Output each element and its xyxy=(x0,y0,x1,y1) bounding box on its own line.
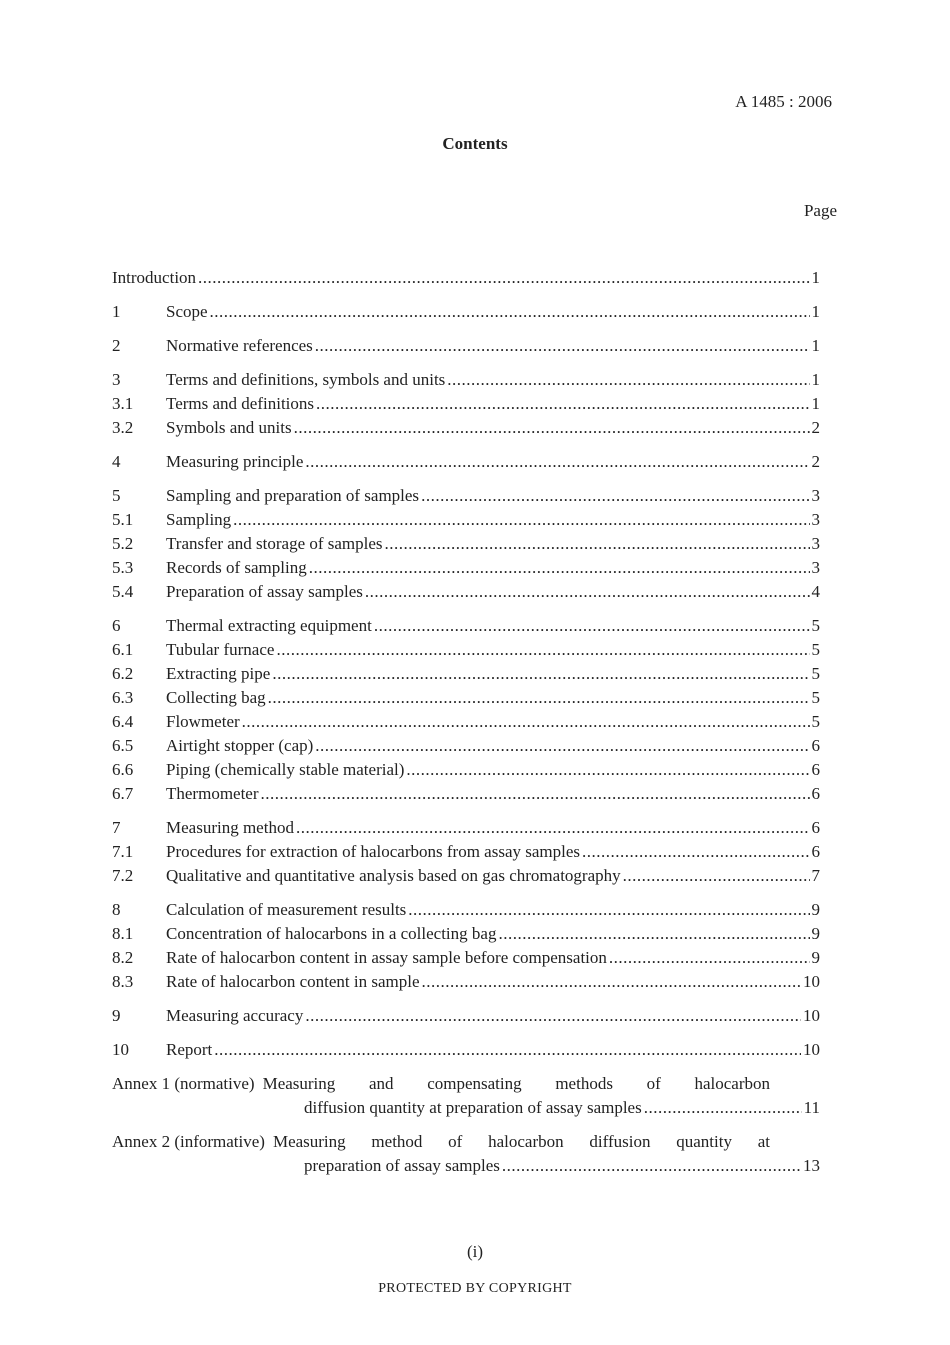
toc-entry-title: Qualitative and quantitative analysis based on gas chromatography xyxy=(166,866,621,885)
toc-entry-number: 6.5 xyxy=(112,736,134,755)
toc-entry-page: 5 xyxy=(811,616,820,635)
toc-entry[interactable] xyxy=(112,392,820,416)
annex-label: Annex 1 (normative) xyxy=(112,1074,255,1093)
toc-entry-page: 4 xyxy=(811,582,820,601)
toc-entry-page: 6 xyxy=(811,760,820,779)
toc-entry[interactable] xyxy=(112,334,820,358)
toc-entry-title: Measuring principle xyxy=(166,452,304,471)
dot-leader xyxy=(198,266,809,290)
toc-entry[interactable] xyxy=(112,840,820,864)
dot-leader xyxy=(242,710,810,734)
toc-entry-number: 5.4 xyxy=(112,582,134,601)
annex-entry[interactable] xyxy=(112,1072,820,1120)
dot-leader xyxy=(502,1154,801,1178)
footer-page-number: (i) xyxy=(466,1242,484,1261)
toc-entry-page: 5 xyxy=(811,688,820,707)
toc-entry-number: 8.2 xyxy=(112,948,134,967)
dot-leader xyxy=(276,638,809,662)
toc-entry-number: 10 xyxy=(112,1040,129,1059)
toc-entry-title: Symbols and units xyxy=(166,418,292,437)
annex-page: 13 xyxy=(803,1156,820,1175)
toc-entry-number: 3 xyxy=(112,370,121,389)
dot-leader xyxy=(422,970,802,994)
toc-entry[interactable] xyxy=(112,1004,820,1028)
toc-entry-title: Procedures for extraction of halocarbons from assay samples xyxy=(166,842,581,861)
toc-entry-title: Report xyxy=(166,1040,213,1059)
toc-entry-title: Rate of halocarbon content in sample xyxy=(166,972,420,991)
toc-entry-page: 3 xyxy=(811,558,820,577)
toc-entry-title: Collecting bag xyxy=(166,688,266,707)
toc-entry-number: 7.1 xyxy=(112,842,134,861)
toc-entry-title: Thermal extracting equipment xyxy=(166,616,372,635)
dot-leader xyxy=(261,782,810,806)
toc-entry-page: 3 xyxy=(811,510,820,529)
toc-entry-page: 9 xyxy=(811,900,820,919)
dot-leader xyxy=(294,416,810,440)
toc-entry-title: Terms and definitions xyxy=(166,394,315,413)
dot-leader xyxy=(644,1096,802,1120)
toc-entry-number: 5.3 xyxy=(112,558,134,577)
toc-entry-number: 7 xyxy=(112,818,121,837)
toc-entry-page: 3 xyxy=(811,486,820,505)
toc-entry[interactable] xyxy=(112,580,820,604)
toc-entry[interactable] xyxy=(112,710,820,734)
dot-leader xyxy=(582,840,809,864)
toc-entry-title: Preparation of assay samples xyxy=(166,582,363,601)
annex-label: Annex 2 (informative) xyxy=(112,1132,265,1151)
toc-entry-number: 8 xyxy=(112,900,121,919)
toc-entry-page: 6 xyxy=(811,736,820,755)
page-title: Contents xyxy=(442,134,508,153)
annex-page: 11 xyxy=(803,1098,820,1117)
dot-leader xyxy=(309,556,810,580)
toc-entry[interactable] xyxy=(112,816,820,840)
toc-entry-page: 3 xyxy=(811,534,820,553)
toc-entry-title: Airtight stopper (cap) xyxy=(166,736,314,755)
dot-leader xyxy=(210,300,810,324)
doc-number: A 1485 : 2006 xyxy=(735,92,832,111)
toc-entry-page: 1 xyxy=(811,370,820,389)
toc-entry-page: 9 xyxy=(811,924,820,943)
toc-entry-number: 6.4 xyxy=(112,712,134,731)
toc-entry[interactable] xyxy=(112,758,820,782)
toc-entry[interactable] xyxy=(112,266,820,290)
toc-entry-title: Normative references xyxy=(166,336,313,355)
toc-entry-page: 2 xyxy=(811,452,820,471)
dot-leader xyxy=(296,816,810,840)
dot-leader xyxy=(365,580,810,604)
toc-entry-page: 7 xyxy=(811,866,820,885)
toc-entry-page: 10 xyxy=(803,1006,820,1025)
toc-entry-number: 1 xyxy=(112,302,121,321)
toc-entry[interactable] xyxy=(112,614,820,638)
toc-entry-title: Piping (chemically stable material) xyxy=(166,760,405,779)
toc-entry-title: Scope xyxy=(166,302,208,321)
toc-entry[interactable] xyxy=(112,946,820,970)
toc-entry[interactable] xyxy=(112,638,820,662)
toc-entry-page: 1 xyxy=(811,336,820,355)
toc-entry-title: Thermometer xyxy=(166,784,259,803)
toc-entry-number: 5 xyxy=(112,486,121,505)
toc-entry-title: Transfer and storage of samples xyxy=(166,534,383,553)
toc-entry[interactable] xyxy=(112,734,820,758)
toc-entry-number: 5.1 xyxy=(112,510,134,529)
toc-entry-title: Sampling and preparation of samples xyxy=(166,486,420,505)
dot-leader xyxy=(421,484,809,508)
toc-entry-page: 6 xyxy=(811,842,820,861)
toc-entry[interactable] xyxy=(112,686,820,710)
toc-entry-title: Sampling xyxy=(166,510,232,529)
toc-entry[interactable] xyxy=(112,898,820,922)
dot-leader xyxy=(447,368,809,392)
annex-title-line1: Measuring method of halocarbon diffusion quantity at xyxy=(272,1132,770,1151)
toc-entry-page: 1 xyxy=(811,268,820,287)
toc-entry[interactable] xyxy=(112,484,820,508)
toc-entry-number: 6.6 xyxy=(112,760,134,779)
toc-entry-page: 1 xyxy=(811,302,820,321)
dot-leader xyxy=(316,392,809,416)
toc-entry-title: Records of sampling xyxy=(166,558,307,577)
toc-entry-title: Concentration of halocarbons in a collecting bag xyxy=(166,924,497,943)
toc-entry[interactable] xyxy=(112,1038,820,1062)
toc-entry-title: Tubular furnace xyxy=(166,640,275,659)
toc-entry-number: 8.1 xyxy=(112,924,134,943)
toc-entry-number: 4 xyxy=(112,452,121,471)
toc-entry-number: 8.3 xyxy=(112,972,134,991)
dot-leader xyxy=(268,686,810,710)
toc-entry[interactable] xyxy=(112,922,820,946)
toc-entry[interactable] xyxy=(112,368,820,392)
page-column-header: Page xyxy=(803,201,837,220)
toc-entry-number: 7.2 xyxy=(112,866,134,885)
toc-entry[interactable] xyxy=(112,532,820,556)
dot-leader xyxy=(272,662,809,686)
toc-entry-page: 5 xyxy=(811,664,820,683)
toc-entry-page: 1 xyxy=(811,394,820,413)
annex-title-line1: Measuring and compensating methods of halocarbon xyxy=(262,1074,770,1093)
dot-leader xyxy=(233,508,809,532)
dot-leader xyxy=(315,734,809,758)
toc-entry-number: 9 xyxy=(112,1006,121,1025)
dot-leader xyxy=(408,898,809,922)
toc-entry[interactable] xyxy=(112,662,820,686)
toc-entry-number: 6 xyxy=(112,616,121,635)
toc-entry-page: 9 xyxy=(811,948,820,967)
toc-entry-page: 2 xyxy=(811,418,820,437)
dot-leader xyxy=(374,614,810,638)
toc-entry-page: 5 xyxy=(811,640,820,659)
dot-leader xyxy=(305,450,809,474)
toc-entry-number: 6.2 xyxy=(112,664,134,683)
annex-title-line2: preparation of assay samples xyxy=(304,1156,500,1175)
toc-entry[interactable] xyxy=(112,508,820,532)
toc-entry[interactable] xyxy=(112,970,820,994)
toc-entry[interactable] xyxy=(112,556,820,580)
annex-entry[interactable] xyxy=(112,1130,820,1178)
toc-entry-page: 6 xyxy=(811,818,820,837)
toc-entry-page: 10 xyxy=(803,1040,820,1059)
toc-entry-number: 3.2 xyxy=(112,418,134,437)
toc-entry-title: Flowmeter xyxy=(166,712,240,731)
toc-entry-number: 3.1 xyxy=(112,394,134,413)
toc-entry-page: 6 xyxy=(811,784,820,803)
dot-leader xyxy=(305,1004,801,1028)
dot-leader xyxy=(609,946,810,970)
toc-entry-title: Measuring accuracy xyxy=(166,1006,304,1025)
dot-leader xyxy=(315,334,810,358)
toc-entry-number: 6.1 xyxy=(112,640,134,659)
toc-entry[interactable] xyxy=(112,450,820,474)
toc-entry-number: 6.7 xyxy=(112,784,134,803)
toc-entry[interactable] xyxy=(112,416,820,440)
dot-leader xyxy=(385,532,810,556)
dot-leader xyxy=(498,922,809,946)
copyright-notice: PROTECTED BY COPYRIGHT xyxy=(378,1281,572,1296)
toc-entry-number: 6.3 xyxy=(112,688,134,707)
toc-entry-title: Calculation of measurement results xyxy=(166,900,407,919)
toc-entry-page: 10 xyxy=(803,972,820,991)
toc-entry-title: Measuring method xyxy=(166,818,294,837)
toc-entry-number: 5.2 xyxy=(112,534,134,553)
toc-entry-title: Rate of halocarbon content in assay sample before compensation xyxy=(166,948,607,967)
dot-leader xyxy=(214,1038,801,1062)
toc-entry-title: Introduction xyxy=(112,268,197,287)
dot-leader xyxy=(623,864,810,888)
dot-leader xyxy=(406,758,809,782)
toc-entry[interactable] xyxy=(112,300,820,324)
annex-title-line2: diffusion quantity at preparation of assay samples xyxy=(304,1098,642,1117)
toc-entry-number: 2 xyxy=(112,336,121,355)
toc-entry[interactable] xyxy=(112,782,820,806)
toc-entry-title: Extracting pipe xyxy=(166,664,271,683)
table-of-contents xyxy=(112,266,820,1178)
toc-entry[interactable] xyxy=(112,864,820,888)
toc-entry-title: Terms and definitions, symbols and units xyxy=(166,370,446,389)
toc-entry-page: 5 xyxy=(811,712,820,731)
